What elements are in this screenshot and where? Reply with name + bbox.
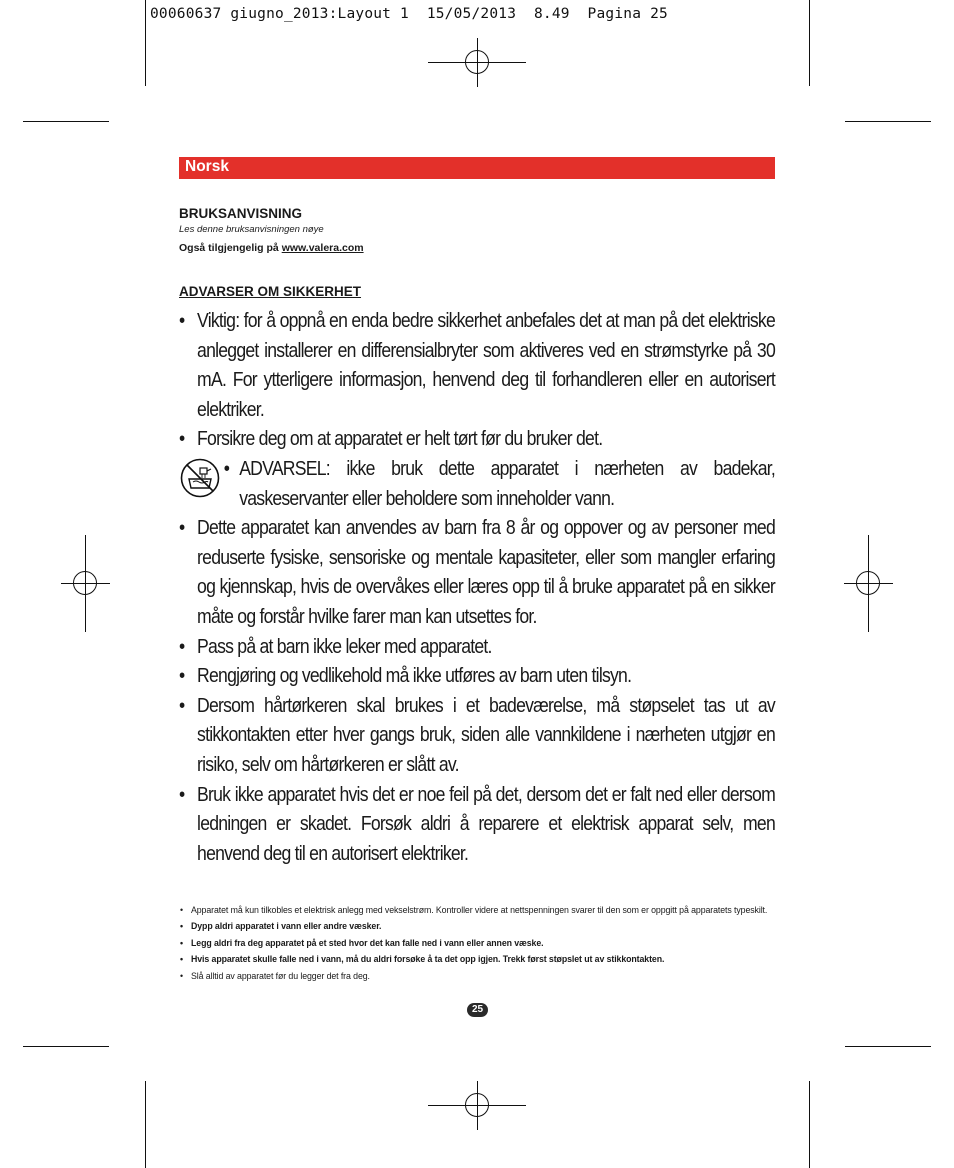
list-item-text: Forsikre deg om at apparatet er helt tørt før du bruker det. bbox=[197, 427, 603, 451]
section-title: BRUKSANVISNING bbox=[179, 206, 303, 221]
list-item-text: Rengjøring og vedlikehold må ikke utføres av barn uten tilsyn. bbox=[197, 664, 632, 688]
language-label: Norsk bbox=[185, 158, 229, 175]
list-item bbox=[179, 306, 775, 424]
list-item-text: Pass på at barn ikke leker med apparatet. bbox=[197, 634, 492, 658]
list-item bbox=[179, 632, 775, 662]
list-item bbox=[179, 970, 775, 982]
list-item-text: Dersom hårtørkeren skal brukes i et badeværelse, må støpselet tas ut av stikkontakten etter hver gangs bruk, siden alle vannkildene i nærheten utgjør en risiko, selv om hårtørkeren er slått av. bbox=[197, 693, 775, 776]
list-item bbox=[179, 691, 775, 780]
bullet: • bbox=[179, 782, 185, 806]
fine-print-list bbox=[179, 904, 775, 986]
list-item bbox=[179, 937, 775, 949]
list-item-text: Legg aldri fra deg apparatet på et sted hvor det kan falle ned i vann eller annen væske. bbox=[191, 937, 544, 948]
list-item bbox=[179, 904, 775, 916]
subtitle: Les denne bruksanvisningen nøye bbox=[179, 224, 324, 235]
also-available bbox=[179, 242, 364, 254]
bullet: • bbox=[180, 921, 183, 932]
warnings-title: ADVARSER OM SIKKERHET bbox=[179, 284, 362, 299]
page-number: 25 bbox=[467, 1003, 488, 1017]
list-item-text: Slå alltid av apparatet før du legger det fra deg. bbox=[191, 970, 370, 981]
bullet: • bbox=[179, 309, 185, 332]
printer-slug: 00060637 giugno_2013:Layout 1 15/05/2013 8.49 Pagina 25 bbox=[150, 6, 668, 22]
bullet: • bbox=[180, 970, 183, 981]
list-item bbox=[179, 513, 775, 631]
list-item-text: Apparatet må kun tilkobles et elektrisk anlegg med vekselstrøm. Kontroller videre at nettspenningen svarer til den som er oppgitt på apparatets typeskilt. bbox=[191, 905, 768, 915]
bullet: • bbox=[179, 516, 185, 540]
bullet: • bbox=[179, 427, 185, 451]
list-item bbox=[179, 953, 775, 965]
list-item-text: Bruk ikke apparatet hvis det er noe feil på det, dersom det er falt ned eller dersom ledningen er skadet. Forsøk aldri å reparere et elektrisk apparat selv, men henvend deg til en autorisert elektriker. bbox=[197, 782, 775, 865]
bullet: • bbox=[180, 905, 183, 915]
list-item-text: Dypp aldri apparatet i vann eller andre væsker. bbox=[191, 921, 382, 932]
list-item bbox=[179, 920, 775, 932]
list-item-text: Viktig: for å oppnå en enda bedre sikkerhet anbefales det at man på det elektriske anlegget installerer en differensialbryter som aktiveres ved en strømstyrke på 30 mA. For ytterligere informasjon, henvend deg til forhandleren eller en autorisert elektriker. bbox=[197, 309, 775, 421]
list-item bbox=[179, 661, 775, 691]
also-available-text: Også tilgjengelig på bbox=[179, 242, 282, 254]
list-item-text: Hvis apparatet skulle falle ned i vann, må du aldri forsøke å ta det opp igjen. Trekk først støpslet ut av stikkontakten. bbox=[191, 954, 665, 965]
safety-list bbox=[179, 306, 775, 868]
list-item bbox=[179, 780, 775, 869]
website-link[interactable]: www.valera.com bbox=[281, 242, 364, 254]
list-item-text: ADVARSEL: ikke bruk dette apparatet i nærheten av badekar, vaskeservanter eller beholdere som inneholder vann. bbox=[239, 456, 775, 510]
list-item bbox=[179, 454, 775, 513]
bullet: • bbox=[179, 634, 185, 658]
bullet: • bbox=[180, 954, 183, 965]
language-tab bbox=[179, 157, 775, 179]
list-item-text: Dette apparatet kan anvendes av barn fra 8 år og oppover og av personer med reduserte fysiske, sensoriske og mentale kapasiteter, eller som mangler erfaring og kjennskap, hvis de overvåkes eller læres opp til å bruke apparatet på en sikker måte og forstår hvilke farer man kan utsettes for. bbox=[197, 516, 775, 628]
bullet: • bbox=[179, 693, 185, 717]
bullet: • bbox=[223, 456, 230, 480]
bullet: • bbox=[180, 937, 183, 948]
bullet: • bbox=[179, 664, 185, 688]
list-item bbox=[179, 424, 775, 454]
